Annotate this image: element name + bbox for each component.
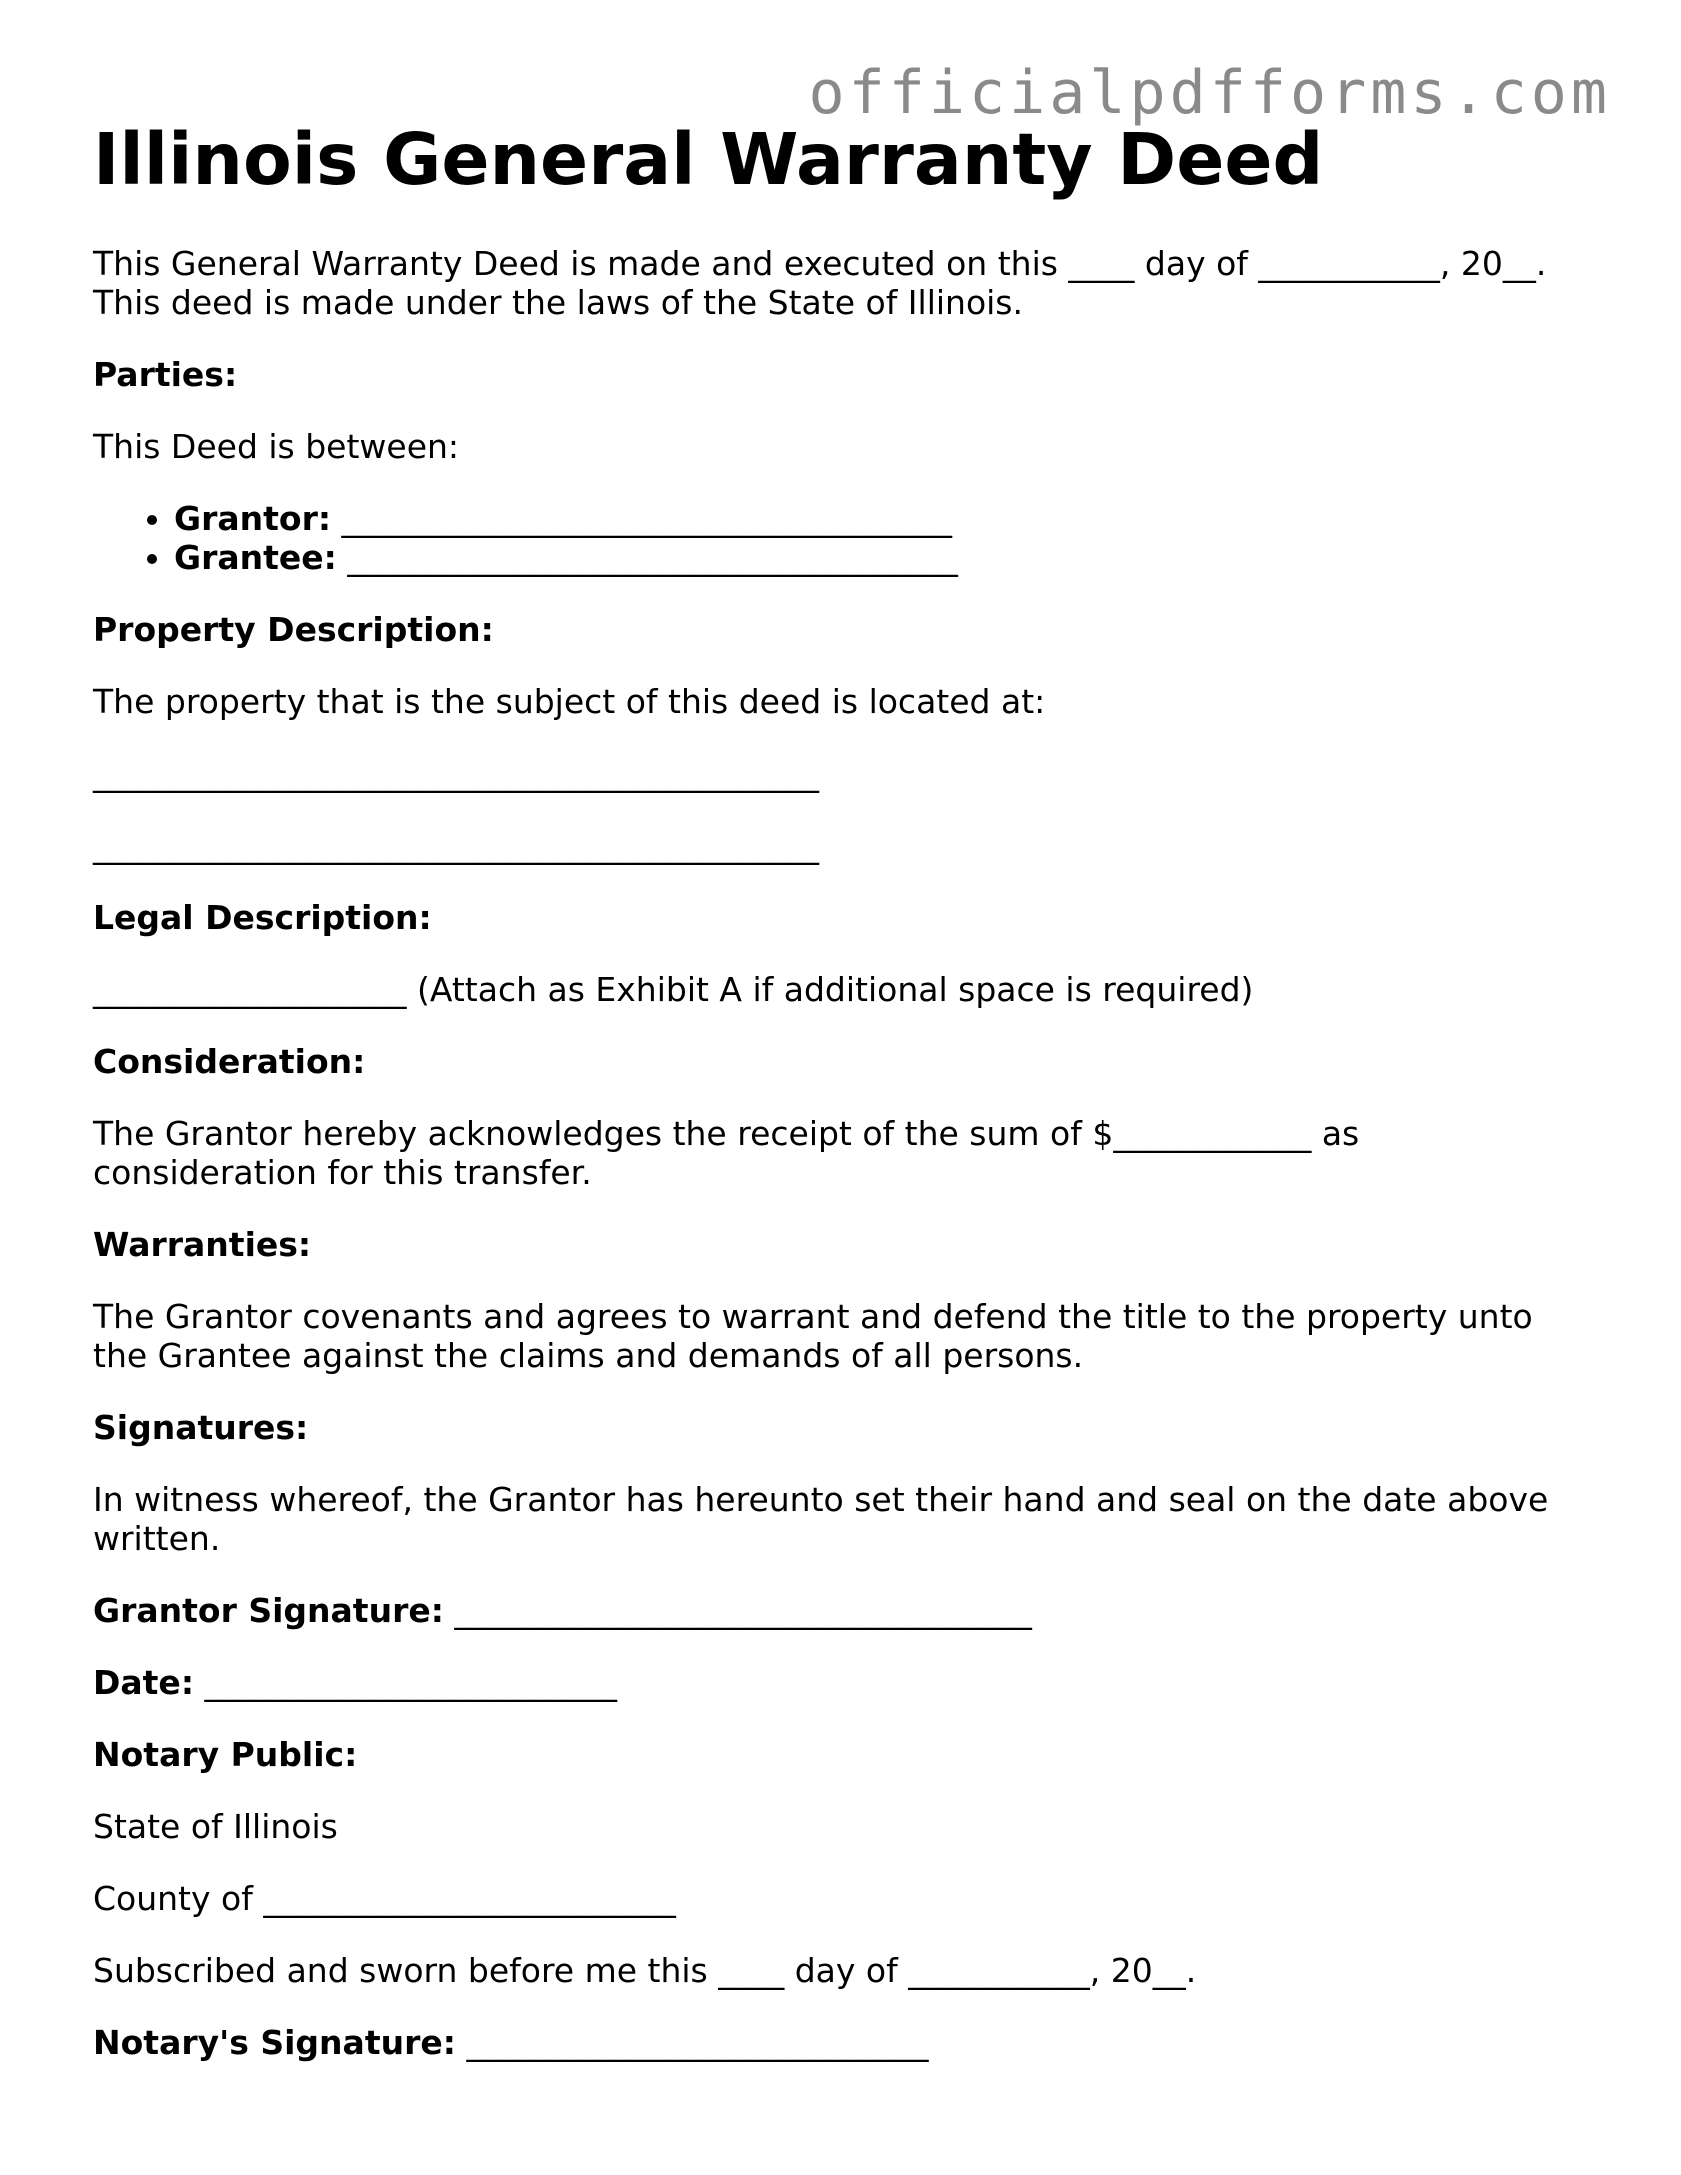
notary-signature-field[interactable]: ____________________________ (466, 2023, 929, 2062)
warranties-paragraph (93, 1297, 1593, 1375)
property-text: The property that is the subject of this deed is located at: (93, 682, 1046, 721)
notary-heading: Notary Public: (93, 1735, 358, 1774)
notary-signature-row (93, 2023, 1593, 2062)
warranties-line-1: The Grantor covenants and agrees to warrant and defend the title to the property unto (93, 1297, 1533, 1336)
property-address-field-2[interactable]: ____________________________________________ (93, 826, 819, 865)
parties-text: This Deed is between: (93, 427, 460, 466)
date-row (93, 1663, 1593, 1702)
signatures-paragraph (93, 1480, 1593, 1558)
grantor-label: Grantor: (174, 499, 332, 538)
notary-sworn-field[interactable]: Subscribed and sworn before me this ____ day of ___________, 20__. (93, 1951, 1197, 1990)
grantee-label: Grantee: (174, 538, 337, 577)
property-heading: Property Description: (93, 610, 494, 649)
signatures-line-1: In witness whereof, the Grantor has hereunto set their hand and seal on the date above (93, 1480, 1549, 1519)
consideration-line-2: consideration for this transfer. (93, 1153, 592, 1192)
legal-description-field[interactable]: ___________________ (Attach as Exhibit A if additional space is required) (93, 970, 1254, 1009)
parties-heading: Parties: (93, 355, 238, 394)
warranties-heading: Warranties: (93, 1225, 312, 1264)
grantor-signature-label: Grantor Signature: (93, 1591, 444, 1630)
grantor-field[interactable]: _____________________________________ (341, 499, 953, 538)
document-page (93, 118, 1593, 2095)
grantor-signature-field[interactable]: ___________________________________ (454, 1591, 1032, 1630)
date-label: Date: (93, 1663, 195, 1702)
legal-heading: Legal Description: (93, 898, 432, 937)
page-title: Illinois General Warranty Deed (93, 118, 1324, 201)
intro-line-2: This deed is made under the laws of the State of Illinois. (93, 283, 1023, 322)
intro-line-1: This General Warranty Deed is made and executed on this ____ day of ___________, 20__. (93, 244, 1547, 283)
property-address-field-1[interactable]: ____________________________________________ (93, 754, 819, 793)
grantee-item (174, 538, 1593, 577)
notary-county-field[interactable]: County of _________________________ (93, 1879, 676, 1918)
grantor-item (174, 499, 1593, 538)
consideration-paragraph (93, 1114, 1593, 1192)
signatures-line-2: written. (93, 1519, 221, 1558)
intro-paragraph (93, 244, 1593, 322)
grantor-signature-row (93, 1591, 1593, 1630)
date-field[interactable]: _________________________ (204, 1663, 618, 1702)
consideration-heading: Consideration: (93, 1042, 366, 1081)
signatures-heading: Signatures: (93, 1408, 309, 1447)
parties-list (93, 499, 1593, 577)
notary-signature-label: Notary's Signature: (93, 2023, 456, 2062)
watermark: officialpdfforms.com (808, 58, 1611, 128)
grantee-field[interactable]: _____________________________________ (347, 538, 958, 577)
consideration-line-1[interactable]: The Grantor hereby acknowledges the receipt of the sum of $____________ as (93, 1114, 1360, 1153)
notary-state: State of Illinois (93, 1807, 338, 1846)
warranties-line-2: the Grantee against the claims and demands of all persons. (93, 1336, 1084, 1375)
